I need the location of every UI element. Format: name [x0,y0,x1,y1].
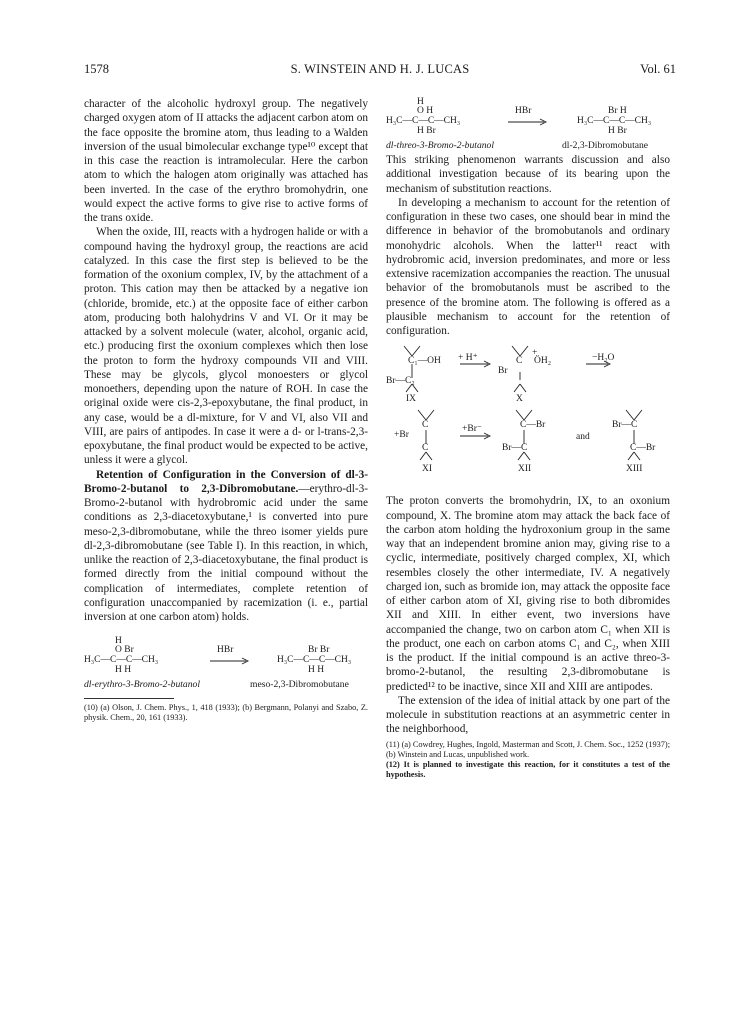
atom-label: O Br [115,645,134,656]
compound-number: XI [422,464,433,475]
structural-formula: H₃C—C—C—CH₃ [386,116,461,126]
atom-label: Br—C₂ [386,376,415,387]
paragraph: The extension of the idea of initial attack by one part of the molecule in substitution reactions at an asymmetric center in the neighborhood, [386,694,670,736]
atom-label: Br—C [612,420,638,431]
section-paragraph [84,468,368,625]
atom-label: Br [498,366,508,377]
running-header [84,62,676,78]
reagent-label: HBr [217,645,234,656]
reaction-arrow [508,118,548,126]
atom-label: H [115,636,122,647]
charge-label: + [532,348,538,359]
paragraph: character of the alcoholic hydroxyl group. The negatively charged oxygen atom of II attacks the adjacent carbon atom on the face opposite the bromine atom, thus leading to a Walden inversion of the usual bimolecular exchange type¹⁰ except that in this case the reaction is intramolecular. Here the carbon atom to which the halogen atom originally was attached has been inverted. In the case of the erythro bromohydrin, one would expect the active forms to give rise to active forms of the trans oxide. [84,98,368,224]
atom-label: C [516,356,523,367]
atom-label: O H [417,106,434,116]
atom-label: H Br [417,126,436,136]
atom-label: H [417,97,424,107]
footnote-12: (12) It is planned to investigate this reaction, for it constitutes a test of the hypothesis. [386,759,670,779]
section-heading: Retention of Configuration in the Conversion of dl-3-Bromo-2-butanol to 2,3-Dibromobutane. [84,468,368,495]
right-column [386,97,670,780]
paragraph: When the oxide, III, reacts with a hydrogen halide or with a compound having the hydroxyl group, the reactions are acid catalyzed. In this case the first step is believed to be the formation of the oxonium complex, IV, by the attachment of a proton. This cation may then be attacked by a negative ion (chloride, bromide, etc.) at the opposite face of either carbon atom, producing both halohydrins V and VI. Or it may be attacked by a solvent molecule (water, alcohol, organic acid, etc.) producing first the oxonium complexes which then lose the proton to form the hydroxy compounds VII and VIII. These may be glycols, glycol monoesters or glycol monoethers, depending upon the nature of ROH. In case the original oxide were cis-2,3-epoxybutane, the final product, in any case, would be a dl-mixture, for V and VI, also VII and VIII, are pairs of antipodes. In case it were a d- or l-trans-2,3-epoxybutane, the final product would be expected to be active, unless it were a glycol. [84,226,368,467]
paragraph: In developing a mechanism to account for the retention of configuration in these two cases, one should bear in mind the difference in behavior of the bromobutanols and ordinary monohydric alcohols. When the latter¹¹ react with hydrobromic acid, inversion predominates, and more or less extensive racemization accompanies the reaction. The unusual behavior of the bromobutanols must be ascribed to the presence of the bromine atom. The following is offered as a plausible mechanism to account for the retention of configuration. [386,196,670,337]
reagent-label: −H₂O [592,353,615,364]
running-title: S. WINSTEIN AND H. J. LUCAS [290,62,470,76]
atom-label: C [422,443,429,454]
compound-number: IX [406,394,417,405]
compound-caption: dl-2,3-Dibromobutane [562,140,649,151]
reaction-threo [386,97,670,153]
reaction-erythro [84,636,368,692]
atom-label: C [422,420,429,431]
reaction-arrow [210,657,250,665]
volume-label: Vol. 61 [640,62,676,76]
conjunction-label: and [576,432,590,443]
atom-label: Br Br [308,645,330,656]
compound-caption: dl-erythro-3-Bromo-2-butanol [84,679,200,691]
reagent-label: + H⁺ [458,353,478,364]
compound-number: XIII [626,464,643,475]
page-number: 1578 [84,62,109,76]
atom-label: Br H [608,106,627,116]
compound-caption: dl-threo-3-Bromo-2-butanol [386,140,494,151]
structural-formula: H₃C—C—C—CH₃ [277,655,352,666]
atom-label: H H [115,665,132,676]
compound-number: XII [518,464,532,475]
compound-number: X [516,394,523,405]
structural-formula: H₃C—C—C—CH₃ [577,116,652,126]
atom-label: C—Br [520,420,546,431]
footnote-rule [84,698,174,699]
atom-label: C₁—OH [408,356,441,367]
atom-label: Br—C [502,443,528,454]
footnote-10: (10) (a) Olson, J. Chem. Phys., 1, 418 (1933); (b) Bergmann, Polanyi and Szabo, Z. physik. Chem., 20, 161 (1933). [84,703,368,723]
paragraph-text: —erythro-dl-3-Bromo-2-butanol with hydrobromic acid under the same conditions as 2,3-diacetoxybutane,¹ is converted into pure meso-2,3-dibromobutane, while the threo isomer yields pure dl-2,3-dibromobutane (see Table I). In this reaction, in which, unlike the reaction of 2,3-diacetoxybutane, the final product is formed directly from the initial compound without the complication of intermediates, complete retention of configuration unaccompanied by racemization (i. e., partial inversion at one carbon atom) holds. [84,482,368,623]
footnote-11: (11) (a) Cowdrey, Hughes, Ingold, Masterman and Scott, J. Chem. Soc., 1252 (1937); (b) Winstein and Lucas, unpublished work. [386,739,670,759]
atom-label: H H [308,665,325,676]
structural-formula: H₃C—C—C—CH₃ [84,655,159,666]
left-column [84,97,368,723]
paragraph: The proton converts the bromohydrin, IX, to an oxonium compound, X. The bromine atom may attack the back face of the carbon atom holding the hydroxonium group in the same way that an independent bromine anion may, giving rise to a cyclic, intermediate, positively charged complex, XI, which resembles closely the other intermediate, IV. A negatively charged ion, such as bromide ion, may attack the opposite face of either carbon atom of XI, giving rise to both dibromides XII and XIII. In either event, two inversions have accompanied the change, two on carbon atom C₁ when XII is the product, one each on carbon atoms C₁ and C₂, when XIII is the product. If the initial compound is an active threo-3-bromo-2-butanol, the resulting 2,3-dibromobutane is predicted¹² to be inactive, since XII and XIII are antipodes. [386,495,670,693]
reagent-label: +Br⁻ [462,424,482,435]
atom-label: ÖH₂ [534,356,552,367]
paragraph: This striking phenomenon warrants discussion and also additional investigation because of its bearing upon the mechanism of substitution reactions. [386,154,670,195]
atom-label: C—Br [630,443,656,454]
reagent-label: HBr [515,106,532,116]
atom-label: H Br [608,126,627,136]
mechanism-scheme [386,344,670,494]
compound-caption: meso-2,3-Dibromobutane [250,679,349,691]
atom-label: +Br [394,430,409,441]
